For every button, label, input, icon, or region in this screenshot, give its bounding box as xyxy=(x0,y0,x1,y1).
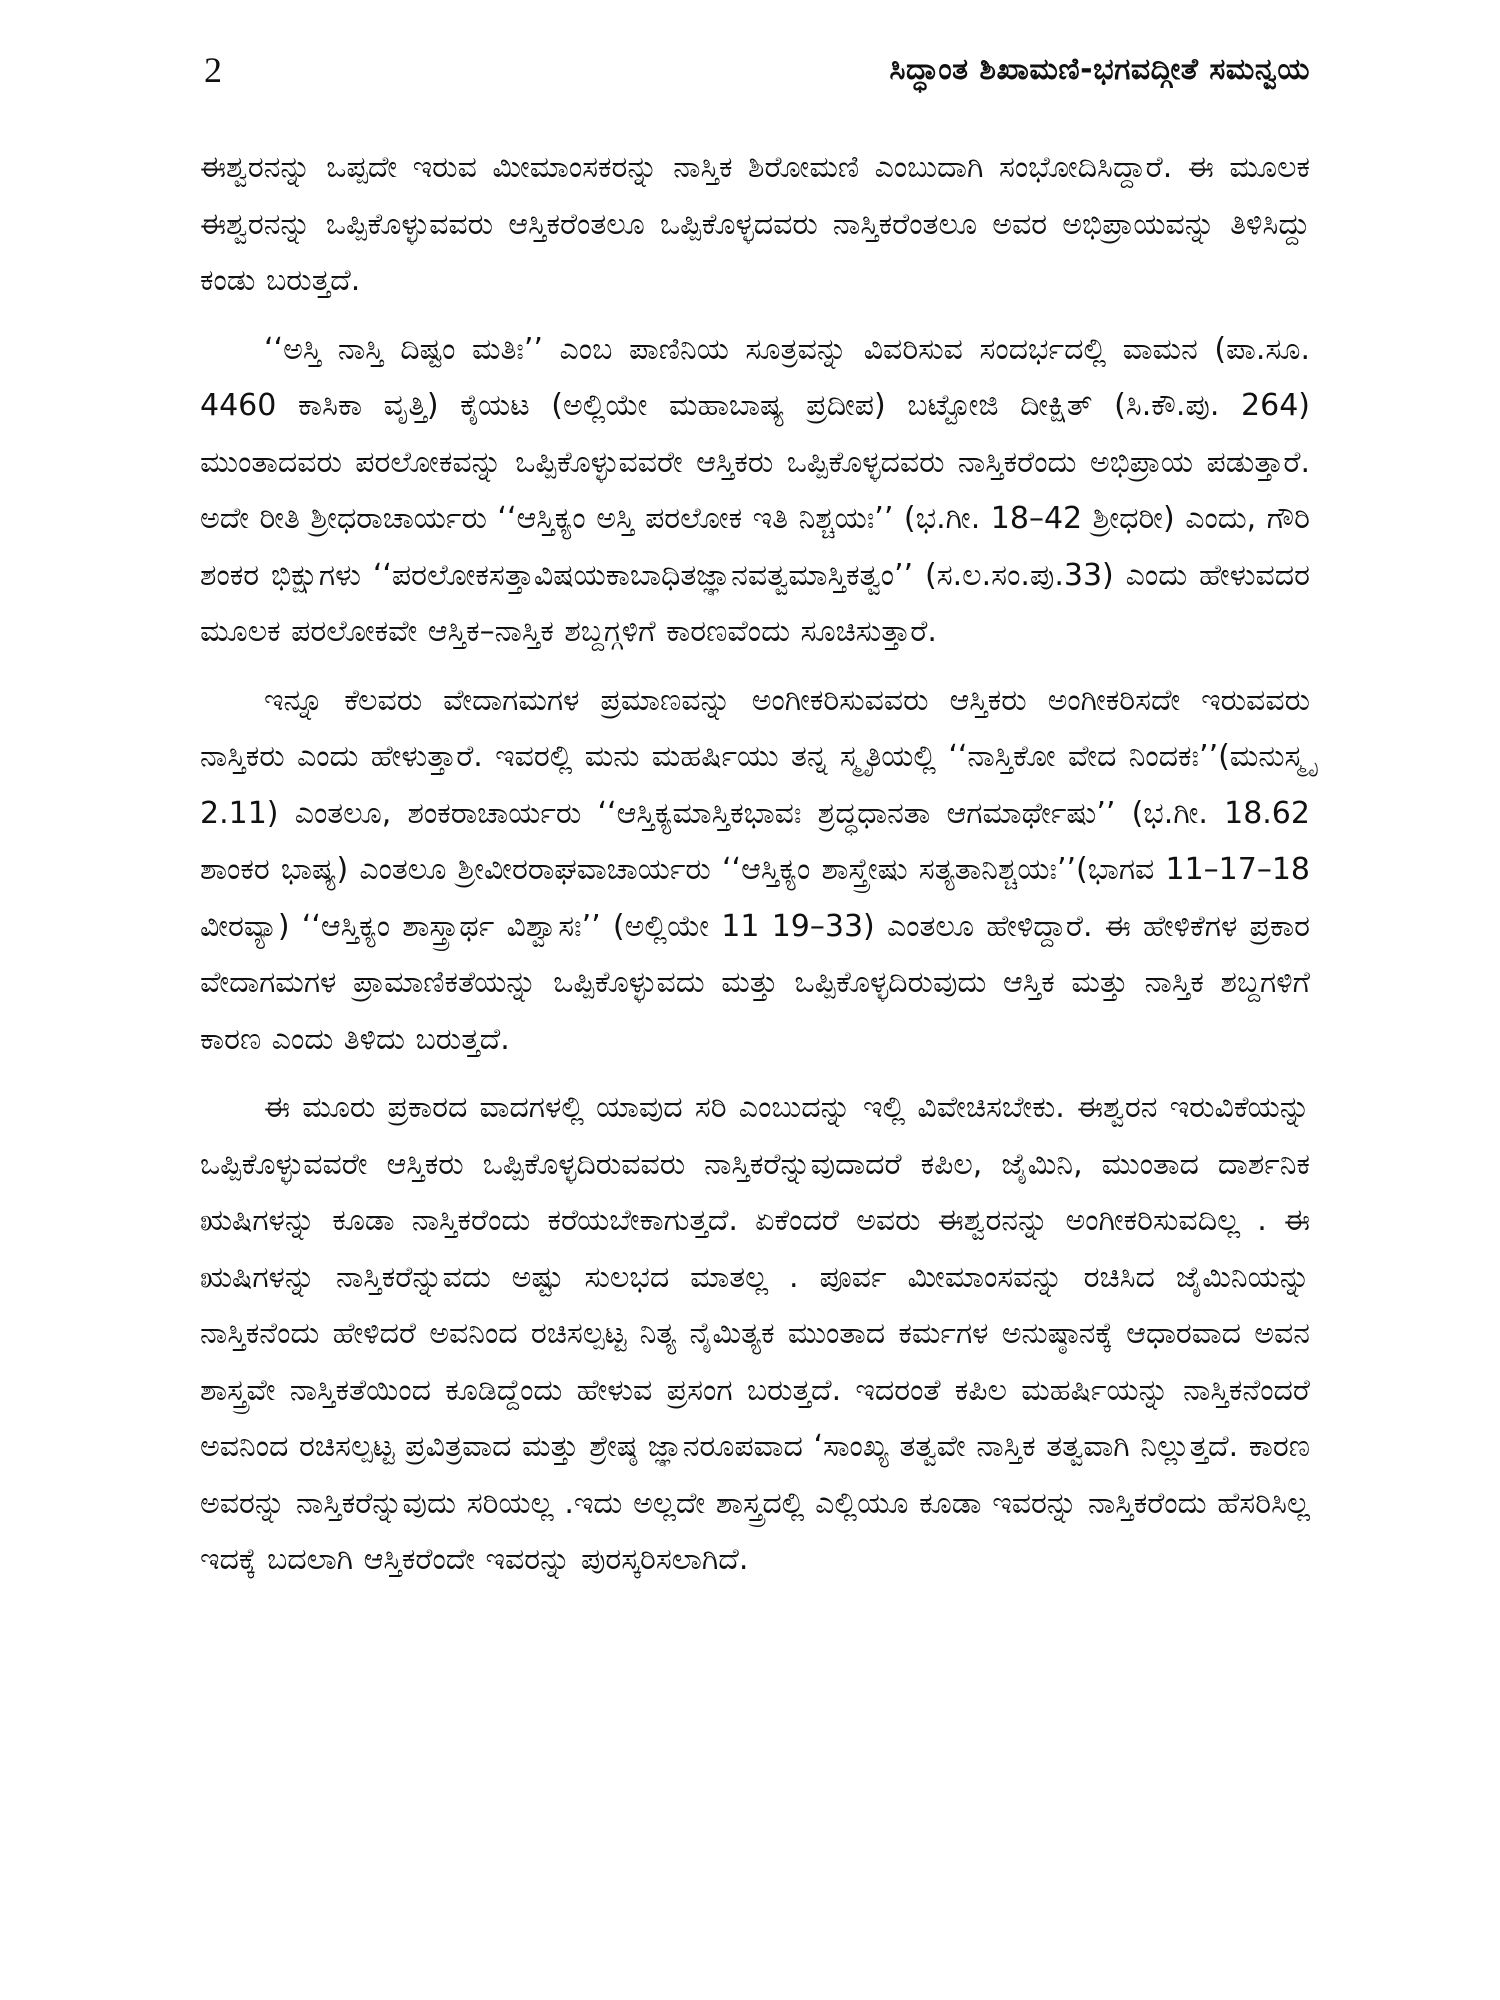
page-number: 2 xyxy=(204,50,222,90)
body-text xyxy=(200,140,1310,1589)
paragraph-1: ಈಶ್ವರನನ್ನು ಒಪ್ಪದೇ ಇರುವ ಮೀಮಾಂಸಕರನ್ನು ನಾಸ್ತಿಕ ಶಿರೋಮಣಿ ಎಂಬುದಾಗಿ ಸಂಭೋದಿಸಿದ್ದಾರೆ. ಈ ಮೂಲಕ ಈಶ್ವರನನ್ನು ಒಪ್ಪಿಕೊಳ್ಳುವವರು ಆಸ್ತಿಕರೆಂತಲೂ ಒಪ್ಪಿಕೊಳ್ಳದವರು ನಾಸ್ತಿಕರೆಂತಲೂ ಅವರ ಅಭಿಪ್ರಾಯವನ್ನು ತಿಳಿಸಿದ್ದು ಕಂಡು ಬರುತ್ತದೆ. xyxy=(200,150,1310,298)
running-title: ಸಿದ್ಧಾಂತ ಶಿಖಾಮಣಿ-ಭಗವದ್ಗೀತೆ ಸಮನ್ವಯ xyxy=(889,52,1310,87)
paragraph-2: ‘‘ಅಸ್ತಿ ನಾಸ್ತಿ ದಿಷ್ಟಂ ಮತಿಃ’’ ಎಂಬ ಪಾಣಿನಿಯ ಸೂತ್ರವನ್ನು ವಿವರಿಸುವ ಸಂದರ್ಭದಲ್ಲಿ ವಾಮನ (ಪಾ.ಸೂ. 4460 ಕಾಸಿಕಾ ವೃತ್ತಿ) ಕೈಯಟ (ಅಲ್ಲಿಯೇ ಮಹಾಬಾಷ್ಯ ಪ್ರದೀಪ) ಬಟ್ಟೋಜಿ ದೀಕ್ಷಿತ್ (ಸಿ.ಕೌ.ಪು. 264) ಮುಂತಾದವರು ಪರಲೋಕವನ್ನು ಒಪ್ಪಿಕೊಳ್ಳುವವರೇ ಆಸ್ತಿಕರು ಒಪ್ಪಿಕೊಳ್ಳದವರು ನಾಸ್ತಿಕರೆಂದು ಅಭಿಪ್ರಾಯ ಪಡುತ್ತಾರೆ. ಅದೇ ರೀತಿ ಶ್ರೀಧರಾಚಾರ್ಯರು ‘‘ಆಸ್ತಿಕ್ಯಂ ಅಸ್ತಿ ಪರಲೋಕ ಇತಿ ನಿಶ್ಚಯಃ’’ (ಭ.ಗೀ. 18–42 ಶ್ರೀಧರೀ) ಎಂದು, ಗೌರಿ ಶಂಕರ ಭಿಕ್ಷುಗಳು ‘‘ಪರಲೋಕಸತ್ತಾವಿಷಯಕಾಬಾಧಿತಜ್ಞಾನವತ್ವಮಾಸ್ತಿಕತ್ವಂ’’ (ಸ.ಲ.ಸಂ.ಪು.33) ಎಂದು ಹೇಳುವದರ ಮೂಲಕ ಪರಲೋಕವೇ ಆಸ್ತಿಕ–ನಾಸ್ತಿಕ ಶಬ್ದಗ್ಗಳಿಗೆ ಕಾರಣವೆಂದು ಸೂಚಿಸುತ್ತಾರೆ. xyxy=(200,331,1310,649)
page-header xyxy=(200,44,1310,104)
book-page xyxy=(200,44,1310,1964)
paragraph-4: ಈ ಮೂರು ಪ್ರಕಾರದ ವಾದಗಳಲ್ಲಿ ಯಾವುದ ಸರಿ ಎಂಬುದನ್ನು ಇಲ್ಲಿ ವಿವೇಚಿಸಬೇಕು. ಈಶ್ವರನ ಇರುವಿಕೆಯನ್ನು ಒಪ್ಪಿಕೊಳ್ಳುವವರೇ ಆಸ್ತಿಕರು ಒಪ್ಪಿಕೊಳ್ಳದಿರುವವರು ನಾಸ್ತಿಕರೆನ್ನುವುದಾದರೆ ಕಪಿಲ, ಜೈಮಿನಿ, ಮುಂತಾದ ದಾರ್ಶನಿಕ ಋಷಿಗಳನ್ನು ಕೂಡಾ ನಾಸ್ತಿಕರೆಂದು ಕರೆಯಬೇಕಾಗುತ್ತದೆ. ಏಕೆಂದರೆ ಅವರು ಈಶ್ವರನನ್ನು ಅಂಗೀಕರಿಸುವದಿಲ್ಲ . ಈ ಋಷಿಗಳನ್ನು ನಾಸ್ತಿಕರೆನ್ನುವದು ಅಷ್ಟು ಸುಲಭದ ಮಾತಲ್ಲ . ಪೂರ್ವ ಮೀಮಾಂಸವನ್ನು ರಚಿಸಿದ ಜೈಮಿನಿಯನ್ನು ನಾಸ್ತಿಕನೆಂದು ಹೇಳಿದರೆ ಅವನಿಂದ ರಚಿಸಲ್ಪಟ್ಟ ನಿತ್ಯ ನೈಮಿತ್ಯಕ ಮುಂತಾದ ಕರ್ಮಗಳ ಅನುಷ್ಠಾನಕ್ಕೆ ಆಧಾರವಾದ ಅವನ ಶಾಸ್ತ್ರವೇ ನಾಸ್ತಿಕತೆಯಿಂದ ಕೂಡಿದ್ದೆಂದು ಹೇಳುವ ಪ್ರಸಂಗ ಬರುತ್ತದೆ. ಇದರಂತೆ ಕಪಿಲ ಮಹರ್ಷಿಯನ್ನು ನಾಸ್ತಿಕನೆಂದರೆ ಅವನಿಂದ ರಚಿಸಲ್ಪಟ್ಟ ಪ್ರವಿತ್ರವಾದ ಮತ್ತು ಶ್ರೇಷ್ಠ ಜ್ಞಾನರೂಪವಾದ ‘ಸಾಂಖ್ಯ ತತ್ವವೇ ನಾಸ್ತಿಕ ತತ್ವವಾಗಿ ನಿಲ್ಲುತ್ತದೆ. ಕಾರಣ ಅವರನ್ನು ನಾಸ್ತಿಕರೆನ್ನುವುದು ಸರಿಯಲ್ಲ .ಇದು ಅಲ್ಲದೇ ಶಾಸ್ತ್ರದಲ್ಲಿ ಎಲ್ಲಿಯೂ ಕೂಡಾ ಇವರನ್ನು ನಾಸ್ತಿಕರೆಂದು ಹೆಸರಿಸಿಲ್ಲ ಇದಕ್ಕೆ ಬದಲಾಗಿ ಆಸ್ತಿಕರೆಂದೇ ಇವರನ್ನು ಪುರಸ್ಕರಿಸಲಾಗಿದೆ. xyxy=(200,1090,1310,1577)
paragraph-3: ಇನ್ನೂ ಕೆಲವರು ವೇದಾಗಮಗಳ ಪ್ರಮಾಣವನ್ನು ಅಂಗೀಕರಿಸುವವರು ಆಸ್ತಿಕರು ಅಂಗೀಕರಿಸದೇ ಇರುವವರು ನಾಸ್ತಿಕರು ಎಂದು ಹೇಳುತ್ತಾರೆ. ಇವರಲ್ಲಿ ಮನು ಮಹರ್ಷಿಯು ತನ್ನ ಸ್ಮೃತಿಯಲ್ಲಿ ‘‘ನಾಸ್ತಿಕೋ ವೇದ ನಿಂದಕಃ’’(ಮನುಸ್ಮೃ 2.11) ಎಂತಲೂ, ಶಂಕರಾಚಾರ್ಯರು ‘‘ಆಸ್ತಿಕ್ಯಮಾಸ್ತಿಕಭಾವಃ ಶ್ರದ್ಧಧಾನತಾ ಆಗಮಾರ್ಥೇಷು’’ (ಭ.ಗೀ. 18.62 ಶಾಂಕರ ಭಾಷ್ಯ) ಎಂತಲೂ ಶ್ರೀವೀರರಾಘವಾಚಾರ್ಯರು ‘‘ಆಸ್ತಿಕ್ಯಂ ಶಾಸ್ತ್ರೇಷು ಸತ್ಯತಾನಿಶ್ಚಯಃ’’(ಭಾಗವ 11–17–18 ವೀರವ್ಯಾ) ‘‘ಆಸ್ತಿಕ್ಯಂ ಶಾಸ್ತ್ರಾರ್ಥ ವಿಶ್ವಾಸಃ’’ (ಅಲ್ಲಿಯೇ 11 19–33) ಎಂತಲೂ ಹೇಳಿದ್ದಾರೆ. ಈ ಹೇಳಿಕೆಗಳ ಪ್ರಕಾರ ವೇದಾಗಮಗಳ ಪ್ರಾಮಾಣಿಕತೆಯನ್ನು ಒಪ್ಪಿಕೊಳ್ಳುವದು ಮತ್ತು ಒಪ್ಪಿಕೊಳ್ಳದಿರುವುದು ಆಸ್ತಿಕ ಮತ್ತು ನಾಸ್ತಿಕ ಶಬ್ದಗಳಿಗೆ ಕಾರಣ ಎಂದು ತಿಳಿದು ಬರುತ್ತದೆ. xyxy=(200,682,1310,1057)
